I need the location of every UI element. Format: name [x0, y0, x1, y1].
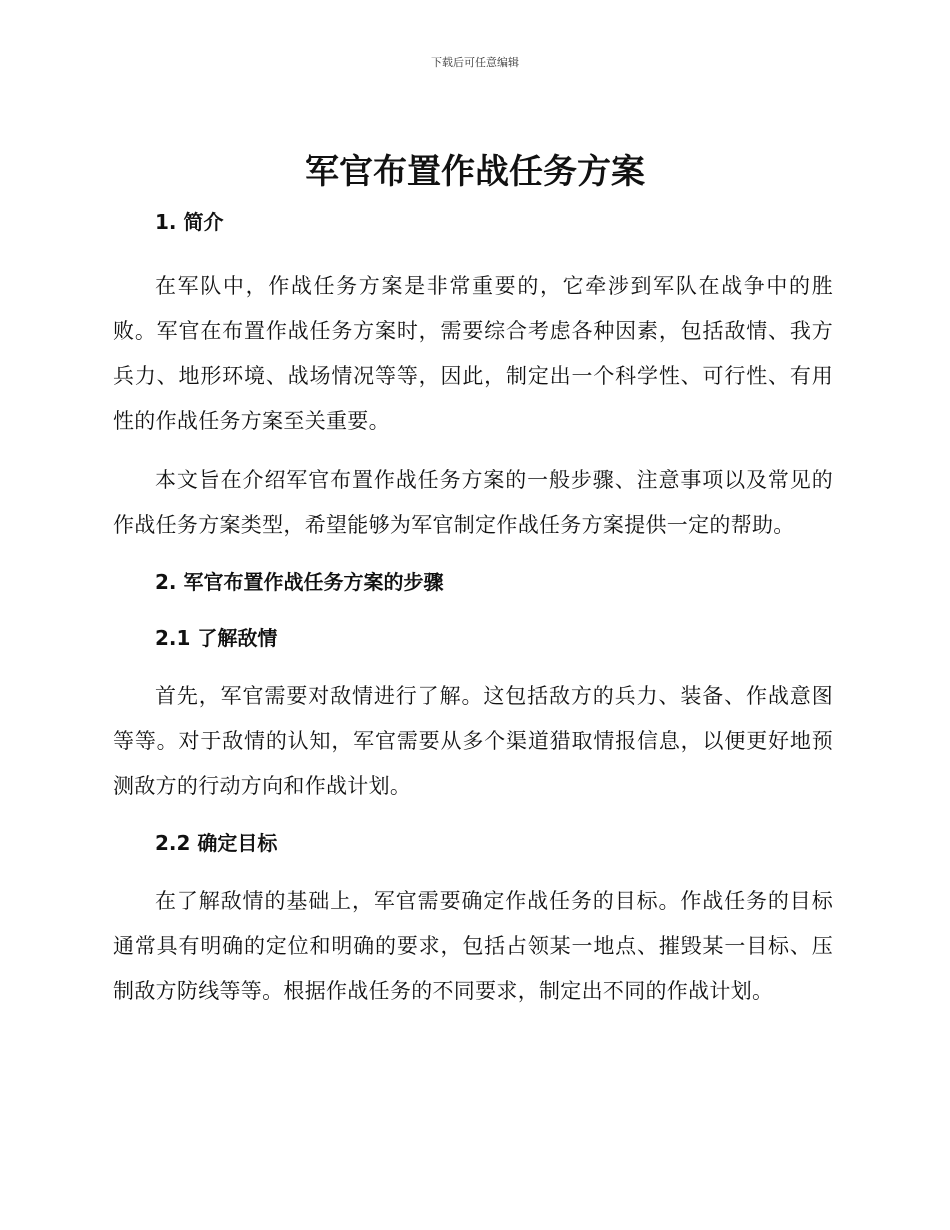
header-note: 下载后可任意编辑: [431, 56, 519, 69]
section-heading-steps: 2. 军官布置作战任务方案的步骤: [155, 570, 444, 594]
paragraph-target: 在了解敌情的基础上，军官需要确定作战任务的目标。作战任务的目标通常具有明确的定位和明确的要求，包括占领某一地点、摧毁某一目标、压制敌方防线等等。根据作战任务的不同要求，制定出不同的作战计划。: [113, 889, 833, 1003]
section-heading-intro: 1. 简介: [155, 210, 224, 234]
subsection-heading-enemy: 2.1 了解敌情: [155, 626, 278, 650]
paragraph-intro-1: 在军队中，作战任务方案是非常重要的，它牵涉到军队在战争中的胜败。军官在布置作战任务方案时，需要综合考虑各种因素，包括敌情、我方兵力、地形环境、战场情况等等，因此，制定出一个科学性、可行性、有用性的作战任务方案至关重要。: [113, 274, 833, 433]
paragraph-intro-2: 本文旨在介绍军官布置作战任务方案的一般步骤、注意事项以及常见的作战任务方案类型，希望能够为军官制定作战任务方案提供一定的帮助。: [113, 468, 833, 537]
document-title: 军官布置作战任务方案: [305, 152, 645, 192]
subsection-heading-target: 2.2 确定目标: [155, 831, 278, 855]
document-body: [113, 200, 833, 1028]
paragraph-enemy: 首先，军官需要对敌情进行了解。这包括敌方的兵力、装备、作战意图等等。对于敌情的认知，军官需要从多个渠道猎取情报信息，以便更好地预测敌方的行动方向和作战计划。: [113, 684, 833, 798]
